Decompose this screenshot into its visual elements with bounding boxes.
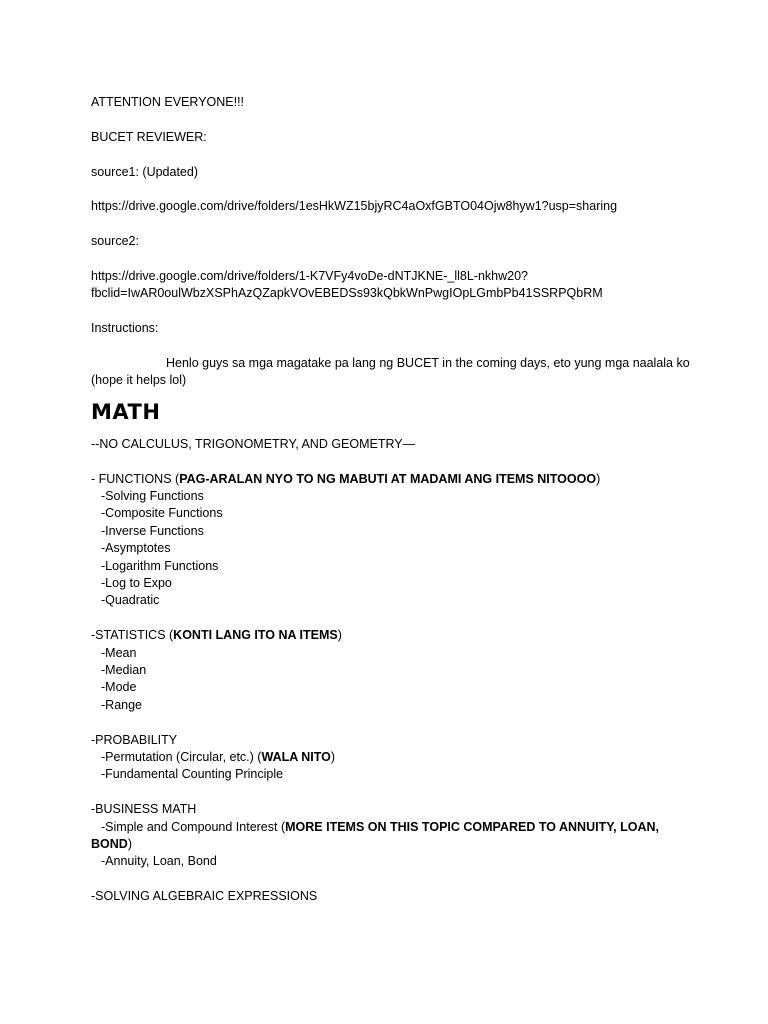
list-item: -Asymptotes (101, 541, 171, 556)
instructions-text: Henlo guys sa mga magatake pa lang ng BUCET in the coming days, eto yung mga naalala ko (166, 355, 690, 370)
document-page (91, 94, 711, 906)
source2-link-line1[interactable]: https://drive.google.com/drive/folders/1-K7VFy4voDe-dNTJKNE-_ll8L-nkhw20? (91, 268, 528, 283)
list-item: -Logarithm Functions (101, 558, 219, 573)
list-item: -Log to Expo (101, 576, 172, 591)
list-item-cont: BOND) (91, 837, 132, 852)
business-emphasis-cont: BOND (91, 837, 128, 852)
source1-link[interactable]: https://drive.google.com/drive/folders/1esHkWZ15bjyRC4aOxfGBTO04Ojw8hyw1?usp=sharing (91, 199, 618, 214)
source2-link-line2[interactable]: fbclid=IwAR0oulWbzXSPhAzQZapkVOvEBEDSs93kQbkWnPwgIOpLGmbPb41SSRPQbRM (91, 286, 603, 301)
list-item: -Permutation (Circular, etc.) (WALA NITO) (101, 750, 336, 765)
math-heading: MATH (91, 399, 161, 424)
algebra-heading: -SOLVING ALGEBRAIC EXPRESSIONS (91, 889, 318, 904)
functions-emphasis: PAG-ARALAN NYO TO NG MABUTI AT MADAMI ANG ITEMS NITOOOO (179, 471, 597, 486)
business-emphasis: MORE ITEMS ON THIS TOPIC COMPARED TO ANNUITY, LOAN, (285, 819, 659, 834)
list-item: -Simple and Compound Interest (MORE ITEMS ON THIS TOPIC COMPARED TO ANNUITY, LOAN, (101, 819, 659, 834)
source2-label: source2: (91, 234, 139, 249)
list-item: -Median (101, 663, 147, 678)
probability-heading: -PROBABILITY (91, 732, 178, 747)
reviewer-label: BUCET REVIEWER: (91, 129, 207, 144)
attention-heading: ATTENTION EVERYONE!!! (91, 95, 245, 109)
statistics-heading: -STATISTICS (KONTI LANG ITO NA ITEMS) (91, 628, 342, 643)
math-scope-note: --NO CALCULUS, TRIGONOMETRY, AND GEOMETRY— (91, 436, 416, 451)
list-item: -Mode (101, 680, 137, 695)
instructions-text-cont: (hope it helps lol) (91, 373, 187, 388)
list-item: -Annuity, Loan, Bond (101, 854, 217, 869)
list-item: -Quadratic (101, 593, 160, 608)
instructions-label: Instructions: (91, 321, 159, 336)
list-item: -Composite Functions (101, 506, 223, 521)
list-item: -Solving Functions (101, 489, 204, 503)
probability-emphasis: WALA NITO (261, 750, 331, 765)
functions-heading: - FUNCTIONS (PAG-ARALAN NYO TO NG MABUTI AT MADAMI ANG ITEMS NITOOOO) (91, 471, 601, 486)
source1-label: source1: (Updated) (91, 164, 199, 179)
list-item: -Inverse Functions (101, 523, 204, 538)
list-item: -Range (101, 697, 142, 712)
list-item: -Mean (101, 645, 137, 660)
business-math-heading: -BUSINESS MATH (91, 802, 197, 817)
list-item: -Fundamental Counting Principle (101, 767, 284, 782)
statistics-emphasis: KONTI LANG ITO NA ITEMS (173, 628, 338, 643)
